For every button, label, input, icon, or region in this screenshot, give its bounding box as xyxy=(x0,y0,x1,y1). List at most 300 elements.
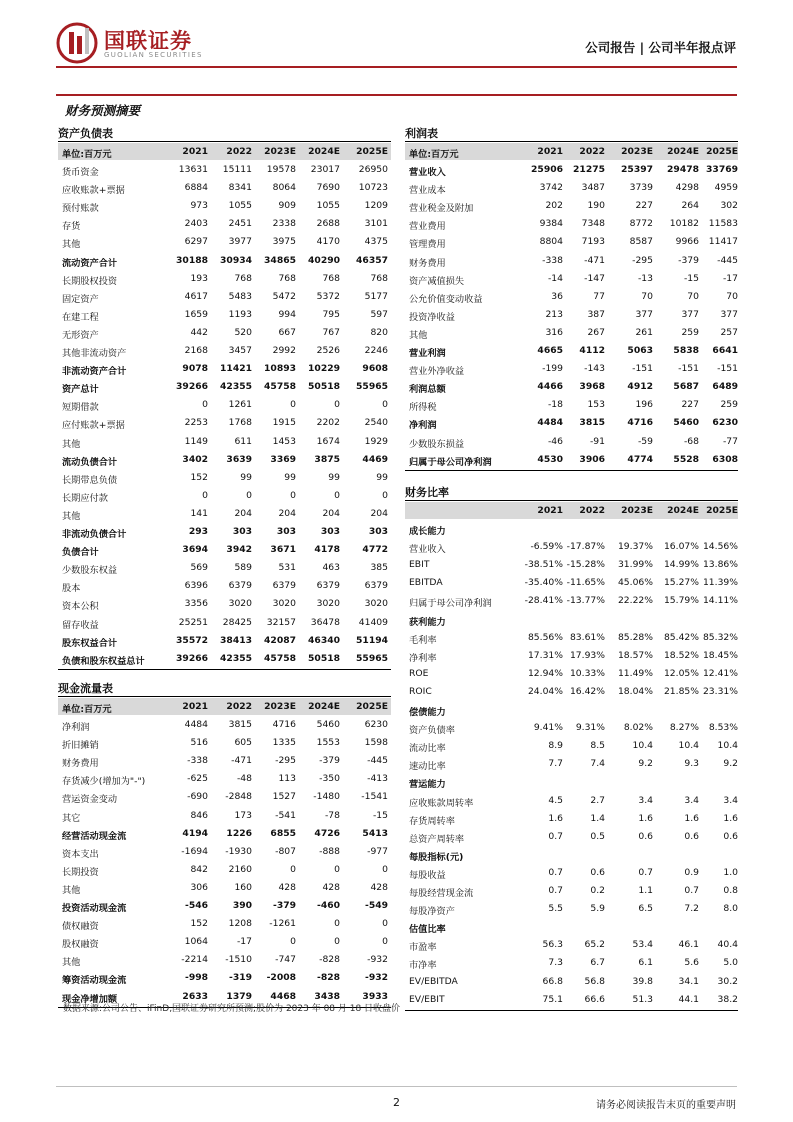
cell-value: -14 xyxy=(547,272,563,284)
cell-value: 7690 xyxy=(316,182,340,194)
cell-value: -6.59% xyxy=(530,541,563,553)
cell-value: 0 xyxy=(334,489,340,501)
cell-value: 4298 xyxy=(675,182,699,194)
table-row xyxy=(405,414,738,432)
cell-value: 55965 xyxy=(356,381,388,393)
cell-value: -17 xyxy=(236,936,252,948)
table-row xyxy=(405,810,738,828)
cell-value: 820 xyxy=(370,326,388,338)
table-row xyxy=(58,324,391,342)
table-row xyxy=(58,541,391,559)
row-label: 营业成本 xyxy=(409,185,446,197)
cell-value: 70 xyxy=(641,290,653,302)
disclaimer-note: 请务必阅读报告末页的重要声明 xyxy=(596,1100,736,1111)
row-label: 应收账款+票据 xyxy=(62,185,125,197)
cell-value: 768 xyxy=(234,272,252,284)
table-row xyxy=(58,414,391,432)
table-row xyxy=(405,882,738,900)
cell-value: -38.51% xyxy=(524,559,563,571)
table-row xyxy=(58,252,391,270)
row-label: 应收账款周转率 xyxy=(409,797,474,809)
cell-value: 0 xyxy=(334,936,340,948)
cell-value: 35572 xyxy=(176,634,208,646)
cell-value: 4716 xyxy=(272,719,296,730)
table-row xyxy=(58,487,391,505)
cell-value: 5.5 xyxy=(548,903,563,915)
cell-value: 25397 xyxy=(621,164,653,175)
cell-value: -319 xyxy=(229,972,252,984)
year-header: 2022 xyxy=(226,701,252,712)
cell-value: 6641 xyxy=(712,345,738,356)
cell-value: 302 xyxy=(720,200,738,212)
cell-value: 1055 xyxy=(316,200,340,212)
table-row xyxy=(58,951,391,969)
row-label: 其他 xyxy=(62,239,81,251)
cell-value: 3815 xyxy=(228,719,252,730)
row-label: 每股指标(元) xyxy=(409,851,464,863)
footer-rule xyxy=(56,1086,737,1087)
table-row xyxy=(58,433,391,451)
table-row xyxy=(58,734,391,752)
cell-value: 3906 xyxy=(579,453,605,465)
row-label: 净利润 xyxy=(62,722,90,733)
cell-value: 2633 xyxy=(182,990,208,1002)
cell-value: 390 xyxy=(232,900,252,911)
cell-value: 3739 xyxy=(629,182,653,194)
row-label: 净利润 xyxy=(409,420,437,432)
cell-value: -1510 xyxy=(225,954,252,966)
row-label: 成长能力 xyxy=(409,526,446,537)
table-row xyxy=(58,933,391,951)
cell-value: 42355 xyxy=(220,381,252,393)
row-label: 估值比率 xyxy=(409,924,446,936)
cell-value: 0.6 xyxy=(723,830,738,842)
cell-value: 38.2 xyxy=(717,993,738,1005)
row-label: 负债合计 xyxy=(62,547,99,559)
cell-value: 10893 xyxy=(264,363,296,375)
cell-value: 22.22% xyxy=(617,595,653,607)
cell-value: -888 xyxy=(319,845,340,857)
cell-value: 46.1 xyxy=(678,939,699,951)
cell-value: 387 xyxy=(587,308,605,320)
cell-value: 0 xyxy=(202,399,208,411)
cell-value: -2214 xyxy=(181,954,208,966)
cell-value: 8064 xyxy=(272,182,296,194)
table-row xyxy=(58,770,391,788)
cell-value: 0 xyxy=(290,489,296,501)
row-label: 营运资金变动 xyxy=(62,794,118,806)
table-row xyxy=(405,270,738,288)
cell-value: 1929 xyxy=(364,435,388,447)
cell-value: -13 xyxy=(637,272,653,284)
row-label: EV/EBITDA xyxy=(409,975,458,987)
cell-value: 2160 xyxy=(228,863,252,875)
cell-value: 516 xyxy=(190,737,208,749)
cell-value: 2168 xyxy=(184,345,208,356)
cell-value: 1.1 xyxy=(638,885,653,896)
table-row xyxy=(405,665,738,683)
cell-value: 2992 xyxy=(272,345,296,356)
cell-value: -28.41% xyxy=(524,595,563,607)
cell-value: -199 xyxy=(542,363,563,375)
cell-value: 9.2 xyxy=(723,758,738,770)
cell-value: 2253 xyxy=(184,417,208,429)
table-row xyxy=(405,433,738,451)
cell-value: 42087 xyxy=(264,634,296,646)
cell-value: 5.0 xyxy=(723,957,738,969)
cell-value: 4.5 xyxy=(548,794,563,806)
cell-value: 70 xyxy=(726,290,738,302)
table-row xyxy=(405,179,738,197)
cell-value: 605 xyxy=(234,737,252,749)
table-row xyxy=(58,861,391,879)
cell-value: 6379 xyxy=(316,580,340,592)
cell-value: 6379 xyxy=(272,580,296,592)
cell-value: 30188 xyxy=(176,254,208,266)
cell-value: 2451 xyxy=(228,218,252,230)
cell-value: 40290 xyxy=(308,254,340,266)
cell-value: 14.99% xyxy=(663,559,699,571)
table-row xyxy=(58,716,391,734)
row-label: 营业收入 xyxy=(409,544,446,556)
cell-value: 11.49% xyxy=(617,667,653,679)
row-label: 营业费用 xyxy=(409,221,446,233)
cell-value: 8587 xyxy=(629,236,653,248)
cell-value: 9384 xyxy=(539,218,563,230)
cell-value: -59 xyxy=(637,435,653,447)
table-row xyxy=(405,991,738,1009)
cell-value: 51.3 xyxy=(632,993,653,1005)
cell-value: 204 xyxy=(234,507,252,519)
row-label: 长期应付款 xyxy=(62,492,108,504)
cell-value: 0 xyxy=(202,489,208,501)
table-row xyxy=(405,161,738,179)
cell-value: 204 xyxy=(278,507,296,519)
cell-value: 36 xyxy=(551,290,563,302)
row-label: 筹资活动现金流 xyxy=(62,975,127,987)
cell-value: 5.6 xyxy=(684,957,699,969)
cell-value: 99 xyxy=(284,471,296,483)
cell-value: -338 xyxy=(187,755,208,767)
cell-value: 12.94% xyxy=(527,667,563,679)
table-row xyxy=(58,378,391,396)
cell-value: -143 xyxy=(584,363,605,375)
cell-value: 10.33% xyxy=(569,667,605,679)
cell-value: 569 xyxy=(190,562,208,574)
cell-value: 196 xyxy=(635,399,653,411)
cell-value: 6396 xyxy=(184,580,208,592)
cell-value: 4617 xyxy=(184,290,208,302)
cell-value: 23.31% xyxy=(702,685,738,697)
row-label: 营运能力 xyxy=(409,779,446,791)
cell-value: 4468 xyxy=(270,990,296,1002)
cell-value: 9966 xyxy=(675,236,699,248)
cell-value: 12.05% xyxy=(663,667,699,679)
row-label: EBITDA xyxy=(409,577,443,589)
year-header: 2023E xyxy=(264,146,296,157)
cell-value: 463 xyxy=(322,562,340,574)
row-label: 债权融资 xyxy=(62,921,99,933)
cell-value: 0.6 xyxy=(638,830,653,842)
cell-value: 4178 xyxy=(314,544,340,556)
cell-value: 1659 xyxy=(184,308,208,320)
table-bottom-rule xyxy=(405,470,738,471)
cell-value: 3875 xyxy=(314,453,340,465)
cell-value: 0.7 xyxy=(548,885,563,896)
cell-value: 3.4 xyxy=(684,794,699,806)
cell-value: 1674 xyxy=(316,435,340,447)
cell-value: 2688 xyxy=(316,218,340,230)
cell-value: 3369 xyxy=(270,453,296,465)
table-row xyxy=(405,288,738,306)
cell-value: 5460 xyxy=(316,719,340,730)
table-row xyxy=(405,360,738,378)
table-header-row xyxy=(405,143,738,160)
cell-value: 3487 xyxy=(581,182,605,194)
row-label: 其他 xyxy=(62,438,81,450)
cell-value: -932 xyxy=(365,972,388,984)
table-row xyxy=(58,469,391,487)
cell-value: -828 xyxy=(317,972,340,984)
cell-value: -2008 xyxy=(266,972,296,984)
cell-value: -546 xyxy=(185,900,208,911)
table-row xyxy=(58,843,391,861)
year-header: 2024E xyxy=(308,701,340,712)
cell-value: 18.52% xyxy=(663,649,699,661)
cell-value: 7.7 xyxy=(548,758,563,770)
cell-value: 10229 xyxy=(308,363,340,375)
row-label: 短期借款 xyxy=(62,402,99,414)
table-row xyxy=(58,632,391,650)
row-label: 长期股权投资 xyxy=(62,275,118,287)
cell-value: 65.2 xyxy=(584,939,605,951)
row-label: 折旧摊销 xyxy=(62,740,99,752)
cell-value: 11417 xyxy=(708,236,738,248)
row-label: 资本公积 xyxy=(62,601,99,613)
row-label: ROE xyxy=(409,667,429,679)
cell-value: 1379 xyxy=(226,990,252,1002)
row-label: 预付账款 xyxy=(62,203,99,215)
cell-value: 8.27% xyxy=(669,722,699,734)
cell-value: 1064 xyxy=(184,936,208,948)
cell-value: 428 xyxy=(370,881,388,893)
cell-value: 10723 xyxy=(358,182,388,194)
table-row xyxy=(405,629,738,647)
cell-value: -1541 xyxy=(361,791,388,803)
cell-value: 3402 xyxy=(182,453,208,465)
cell-value: 3975 xyxy=(272,236,296,248)
cell-value: -18 xyxy=(547,399,563,411)
table-row xyxy=(405,592,738,610)
table-row xyxy=(58,288,391,306)
cell-value: 31.99% xyxy=(617,559,653,571)
row-label: 流动负债合计 xyxy=(62,456,118,468)
company-logo xyxy=(56,22,246,64)
table-row xyxy=(58,523,391,541)
cell-value: -17.87% xyxy=(566,541,605,553)
cell-value: 41409 xyxy=(358,616,388,628)
cell-value: 0.8 xyxy=(723,885,738,896)
cell-value: 0 xyxy=(334,863,340,875)
cell-value: 204 xyxy=(322,507,340,519)
row-label: 利润总额 xyxy=(409,384,446,396)
cell-value: 15.27% xyxy=(663,577,699,589)
cell-value: 6855 xyxy=(270,827,296,839)
cell-value: 0.7 xyxy=(548,830,563,842)
row-label: 存货周转率 xyxy=(409,815,455,827)
cell-value: 1553 xyxy=(316,737,340,749)
year-header: 2021 xyxy=(537,146,563,157)
cell-value: 531 xyxy=(278,562,296,574)
cell-value: 40.4 xyxy=(717,939,738,951)
table-row xyxy=(405,719,738,737)
cell-value: 1209 xyxy=(364,200,388,212)
cell-value: 377 xyxy=(681,308,699,320)
cell-value: -78 xyxy=(324,809,340,821)
cell-value: 0 xyxy=(246,489,252,501)
cell-value: 385 xyxy=(370,562,388,574)
table-row xyxy=(58,788,391,806)
year-header: 2023E xyxy=(621,505,653,516)
table-top-rule xyxy=(58,141,391,142)
cell-value: 13.86% xyxy=(702,559,738,571)
row-label: 货币资金 xyxy=(62,167,99,178)
cell-value: 0 xyxy=(334,399,340,411)
table-row xyxy=(405,936,738,954)
cell-value: 50518 xyxy=(308,381,340,393)
cell-value: 4112 xyxy=(579,345,605,356)
cell-value: -15 xyxy=(372,809,388,821)
cell-value: 56.3 xyxy=(542,939,563,951)
table-row xyxy=(405,918,738,936)
year-header: 2021 xyxy=(537,505,563,516)
row-label: 负债和股东权益总计 xyxy=(62,655,145,667)
cell-value: 1453 xyxy=(272,435,296,447)
row-label: 长期带息负债 xyxy=(62,474,118,486)
cell-value: 3639 xyxy=(226,453,252,465)
cell-value: 0.6 xyxy=(684,830,699,842)
row-label: 少数股东损益 xyxy=(409,438,465,450)
cell-value: 0.9 xyxy=(684,866,699,878)
unit-label: 单位:百万元 xyxy=(409,149,459,160)
cell-value: 77 xyxy=(593,290,605,302)
row-label: 股东权益合计 xyxy=(62,637,118,649)
table-row xyxy=(58,197,391,215)
row-label: 流动资产合计 xyxy=(62,257,118,269)
row-label: 归属于母公司净利润 xyxy=(409,456,492,468)
cell-value: 0 xyxy=(382,936,388,948)
table-row xyxy=(405,574,738,592)
cell-value: 21.85% xyxy=(663,685,699,697)
cell-value: 18.45% xyxy=(702,649,738,661)
row-label: 市盈率 xyxy=(409,942,437,954)
table-row xyxy=(405,755,738,773)
row-label: 无形资产 xyxy=(62,329,99,341)
cell-value: 11583 xyxy=(708,218,738,230)
cell-value: 160 xyxy=(234,881,252,893)
cell-value: 4716 xyxy=(627,417,653,429)
row-label: 其他 xyxy=(62,884,81,896)
cell-value: 30.2 xyxy=(717,975,738,987)
cell-value: 5528 xyxy=(673,453,699,465)
cell-value: 4726 xyxy=(314,827,340,839)
cell-value: 8.5 xyxy=(590,740,605,752)
cell-value: 1335 xyxy=(272,737,296,749)
cell-value: 11.39% xyxy=(702,577,738,589)
table-row xyxy=(58,614,391,632)
cell-value: 56.8 xyxy=(584,975,605,987)
cell-value: 3977 xyxy=(228,236,252,248)
cell-value: 377 xyxy=(635,308,653,320)
cell-value: 13631 xyxy=(178,164,208,175)
table-row xyxy=(405,306,738,324)
row-label: 其他 xyxy=(409,329,428,341)
cell-value: 0.5 xyxy=(590,830,605,842)
table-row xyxy=(405,647,738,665)
cell-value: 6.5 xyxy=(638,903,653,915)
cell-value: 8.9 xyxy=(548,740,563,752)
cell-value: 21275 xyxy=(573,164,605,175)
cell-value: 4466 xyxy=(537,381,563,393)
cell-value: 18.57% xyxy=(617,649,653,661)
cell-value: 2338 xyxy=(272,218,296,230)
cell-value: 1193 xyxy=(228,308,252,320)
cell-value: 5413 xyxy=(362,827,388,839)
cell-value: 9.41% xyxy=(533,722,563,734)
cell-value: 264 xyxy=(681,200,699,212)
row-label: 存货减少(增加为"-") xyxy=(62,776,146,788)
cell-value: 11421 xyxy=(220,363,252,375)
cell-value: -1261 xyxy=(269,918,296,930)
year-header: 2024E xyxy=(667,146,699,157)
cell-value: 3968 xyxy=(579,381,605,393)
cell-value: 17.31% xyxy=(527,649,563,661)
cell-value: -151 xyxy=(678,363,699,375)
cell-value: 23017 xyxy=(310,164,340,175)
report-type-label: 公司报告 | 公司半年报点评 xyxy=(585,40,736,55)
cell-value: 202 xyxy=(545,200,563,212)
cell-value: 6.7 xyxy=(590,957,605,969)
row-label: EV/EBIT xyxy=(409,993,445,1005)
cell-value: 190 xyxy=(587,200,605,212)
cell-value: 85.32% xyxy=(702,631,738,643)
year-header: 2025E xyxy=(356,146,388,157)
table-top-rule xyxy=(405,500,738,501)
table-row xyxy=(58,752,391,770)
cell-value: -977 xyxy=(367,845,388,857)
cell-value: 5483 xyxy=(228,290,252,302)
cell-value: -379 xyxy=(678,254,699,266)
cell-value: 3020 xyxy=(364,598,388,610)
table-row xyxy=(405,342,738,360)
cell-value: 38413 xyxy=(220,634,252,646)
cell-value: 3815 xyxy=(579,417,605,429)
table-row xyxy=(405,215,738,233)
cell-value: 8804 xyxy=(539,236,563,248)
cell-value: 6308 xyxy=(712,453,738,465)
year-header: 2024E xyxy=(667,505,699,516)
cell-value: 1768 xyxy=(228,417,252,429)
cell-value: 36478 xyxy=(310,616,340,628)
cell-value: 15.79% xyxy=(663,595,699,607)
cell-value: 25906 xyxy=(531,164,563,175)
cell-value: 768 xyxy=(322,272,340,284)
cell-value: 1226 xyxy=(226,827,252,839)
cell-value: 99 xyxy=(376,471,388,483)
cell-value: 3694 xyxy=(182,544,208,556)
cell-value: 1.6 xyxy=(723,812,738,824)
cell-value: 75.1 xyxy=(542,993,563,1005)
